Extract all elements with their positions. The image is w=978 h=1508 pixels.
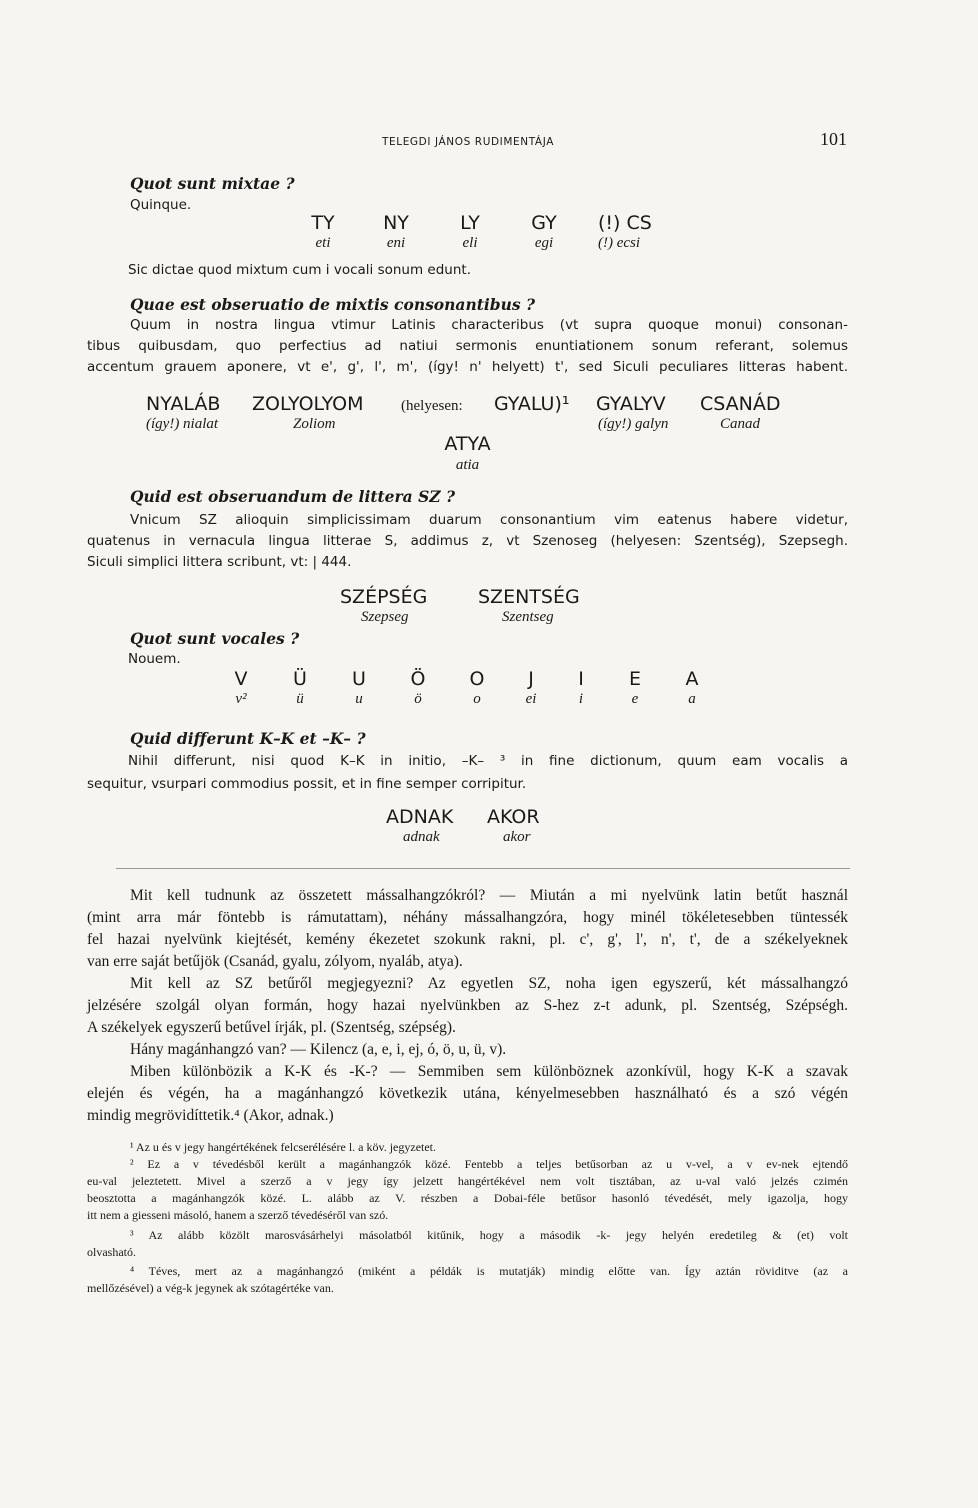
example-word: CSANÁD: [700, 393, 781, 415]
vowel-reading: o: [473, 691, 481, 707]
example-reading: Szentseg: [502, 609, 554, 625]
mixed-reading: eni: [386, 235, 406, 251]
paragraph-line: sequitur, vsurpari commodius possit, et in fine semper corripitur.: [87, 776, 527, 792]
example-word: GYALYV: [596, 393, 666, 415]
mixed-reading: egi: [534, 235, 554, 251]
vowel-letter: I: [578, 668, 584, 690]
separator-rule: [116, 868, 850, 869]
paragraph-line: Siculi simplici littera scribunt, vt: | 444.: [87, 554, 352, 570]
question-sz: Quid est obseruandum de littera SZ ?: [130, 487, 456, 506]
mixed-reading: eli: [462, 235, 478, 251]
footnote: ³ Az alább közölt marosvásárhelyi másolatból kitűnik, hogy a második -k- jegy helyén eredetileg & (et) volt: [130, 1228, 848, 1242]
example-word: NYALÁB: [146, 393, 221, 415]
example-reading: Canad: [720, 416, 761, 432]
example-word: GYALU)¹: [494, 393, 570, 415]
footnote: ⁴ Téves, mert az a magánhangzó (miként a példák is mutatják) mindig előtte van. Így aztán röviditve (az a: [130, 1264, 848, 1278]
paragraph-line: quatenus in vernacula lingua litterae S, addimus z, vt Szenoseg (helyesen: Szentség), Szepsegh.: [87, 533, 848, 549]
vowel-reading: a: [688, 691, 696, 707]
vowel-reading: ö: [414, 691, 422, 707]
footnote: itt nem a giesseni másoló, hanem a szerző tévedéséről van szó.: [87, 1208, 389, 1222]
example-reading: adnak: [403, 829, 440, 845]
example-word: ZOLYOLYOM: [252, 393, 364, 415]
example-reading: akor: [503, 829, 531, 845]
example-reading: Zoliom: [293, 416, 336, 432]
example-word: SZÉPSÉG: [340, 586, 428, 608]
example-note: (helyesen:: [401, 398, 463, 414]
answer-quinque: Quinque.: [130, 197, 192, 213]
answer-nouem: Nouem.: [128, 651, 181, 667]
example-reading: (így!) nialat: [146, 416, 219, 432]
translation-line: A székelyek egyszerű betűvel írják, pl. (Szentség, szépség).: [87, 1019, 456, 1036]
question-vocales: Quot sunt vocales ?: [130, 629, 300, 648]
vowel-reading: v²: [235, 691, 247, 707]
footnote: olvasható.: [87, 1245, 136, 1259]
mixed-letter: LY: [460, 212, 480, 234]
page-number: 101: [820, 129, 847, 149]
translation-line: jelzésére szolgál olyan formán, hogy hazai nyelvünkben az S-hez z-t adunk, pl. Szentség, Szépségh.: [87, 997, 848, 1014]
vowel-letter: U: [352, 668, 366, 690]
vowel-letter: Ö: [410, 668, 426, 690]
question-obseruatio: Quae est obseruatio de mixtis consonantibus ?: [130, 295, 536, 314]
vowel-letter: O: [469, 668, 485, 690]
vowel-reading: ei: [525, 691, 537, 707]
example-word: ADNAK: [386, 806, 454, 828]
question-differunt: Quid differunt K–K et –K– ?: [130, 729, 366, 748]
paragraph-line: accentum grauem aponere, vt e', g', l', m', (így! n' helyett) t', sed Siculi peculiares litteras habent.: [87, 359, 848, 375]
paragraph-line: Quum in nostra lingua vtimur Latinis characteribus (vt supra quoque monui) consonan-: [130, 317, 848, 333]
translation-line: (mint arra már föntebb is rámutattam), néhány mássalhangzóra, hogy minél tökéletesebben tüntessék: [87, 909, 848, 926]
translation-line: Miben különbözik a K-K és -K-? — Semmiben sem különböznek azonkívül, hogy K-K a szavak: [130, 1063, 848, 1080]
mixtae-note: Sic dictae quod mixtum cum i vocali sonum edunt.: [128, 262, 471, 278]
mixed-letter: GY: [531, 212, 557, 234]
translation-line: mindig megrövidíttetik.⁴ (Akor, adnak.): [87, 1107, 334, 1124]
example-reading-atia: atia: [455, 457, 480, 473]
translation-line: van erre saját betűjök (Csanád, gyalu, zólyom, nyaláb, atya).: [87, 953, 463, 970]
mixed-letter: NY: [383, 212, 409, 234]
mixed-reading: (!) ecsi: [598, 235, 641, 251]
vowel-letter: Ü: [293, 668, 307, 690]
vowel-reading: ü: [296, 691, 304, 707]
vowel-letter: E: [628, 668, 641, 690]
translation-line: Mit kell az SZ betűről megjegyezni? Az egyetlen SZ, noha igen egyszerű, két mássalhangzó: [130, 975, 848, 992]
footnote: ² Ez a v tévedésből került a magánhangzók közé. Fentebb a teljes betűsorban az u v-vel, a v ev-nek ejtendő: [130, 1157, 848, 1171]
vowel-letter: V: [234, 668, 248, 690]
translation-line: Hány magánhangzó van? — Kilencz (a, e, i, ej, ó, ö, u, ü, v).: [130, 1041, 507, 1058]
vowel-letter: A: [685, 668, 699, 690]
footnote: beosztotta a magánhangzók közé. L. alább az V. részben a Dobai-féle betűsor hasonló tévedését, mely igazolja, hogy: [87, 1191, 848, 1205]
paragraph-line: Nihil differunt, nisi quod K–K in initio, –K– ³ in fine dictionum, quum eam vocalis a: [128, 753, 848, 769]
running-title: TELEGDI JÁNOS RUDIMENTÁJA: [382, 136, 554, 148]
translation-line: elején és végén, ha a magánhangzó következik utána, kényelmesebben használható és a szó végén: [87, 1085, 848, 1102]
vowel-reading: e: [631, 691, 639, 707]
mixed-letter: TY: [311, 212, 335, 234]
question-mixtae: Quot sunt mixtae ?: [130, 174, 295, 193]
translation-line: fel hazai nyelvünk kiejtését, kemény ékezetet szokunk rakni, pl. c', g', l', n', t', de a székelyeknek: [87, 931, 848, 948]
paragraph-line: Vnicum SZ alioquin simplicissimam duarum consonantium vim eatenus habere videtur,: [130, 512, 848, 528]
footnote: ¹ Az u és v jegy hangértékének felcserélésére l. a köv. jegyzetet.: [130, 1140, 437, 1154]
example-reading: Szepseg: [361, 609, 409, 625]
vowel-reading: i: [578, 691, 584, 707]
paragraph-line: tibus quibusdam, quo perfectius ad natiui sermonis enuntiationem sonum referant, solemus: [87, 338, 848, 354]
example-word-atya: ATYA: [444, 433, 491, 455]
example-word: AKOR: [487, 806, 540, 828]
example-word: SZENTSÉG: [478, 586, 580, 608]
vowel-reading: u: [355, 691, 363, 707]
vowel-letter: J: [528, 668, 534, 690]
example-reading: (így!) galyn: [598, 416, 669, 432]
footnote: mellőzésével) a vég-k jegynek ak szótagértéke van.: [87, 1281, 334, 1295]
translation-line: Mit kell tudnunk az összetett mássalhangzókról? — Miután a mi nyelvünk latin betűt használ: [130, 887, 848, 904]
mixed-letter: (!) CS: [598, 212, 652, 234]
mixed-reading: eti: [315, 235, 331, 251]
footnote: eu-val jeleztetett. Mivel a szerző a v jegy így jelzett hangértékével nem volt tisztában, az u-val való jelzés czimén: [87, 1174, 848, 1188]
